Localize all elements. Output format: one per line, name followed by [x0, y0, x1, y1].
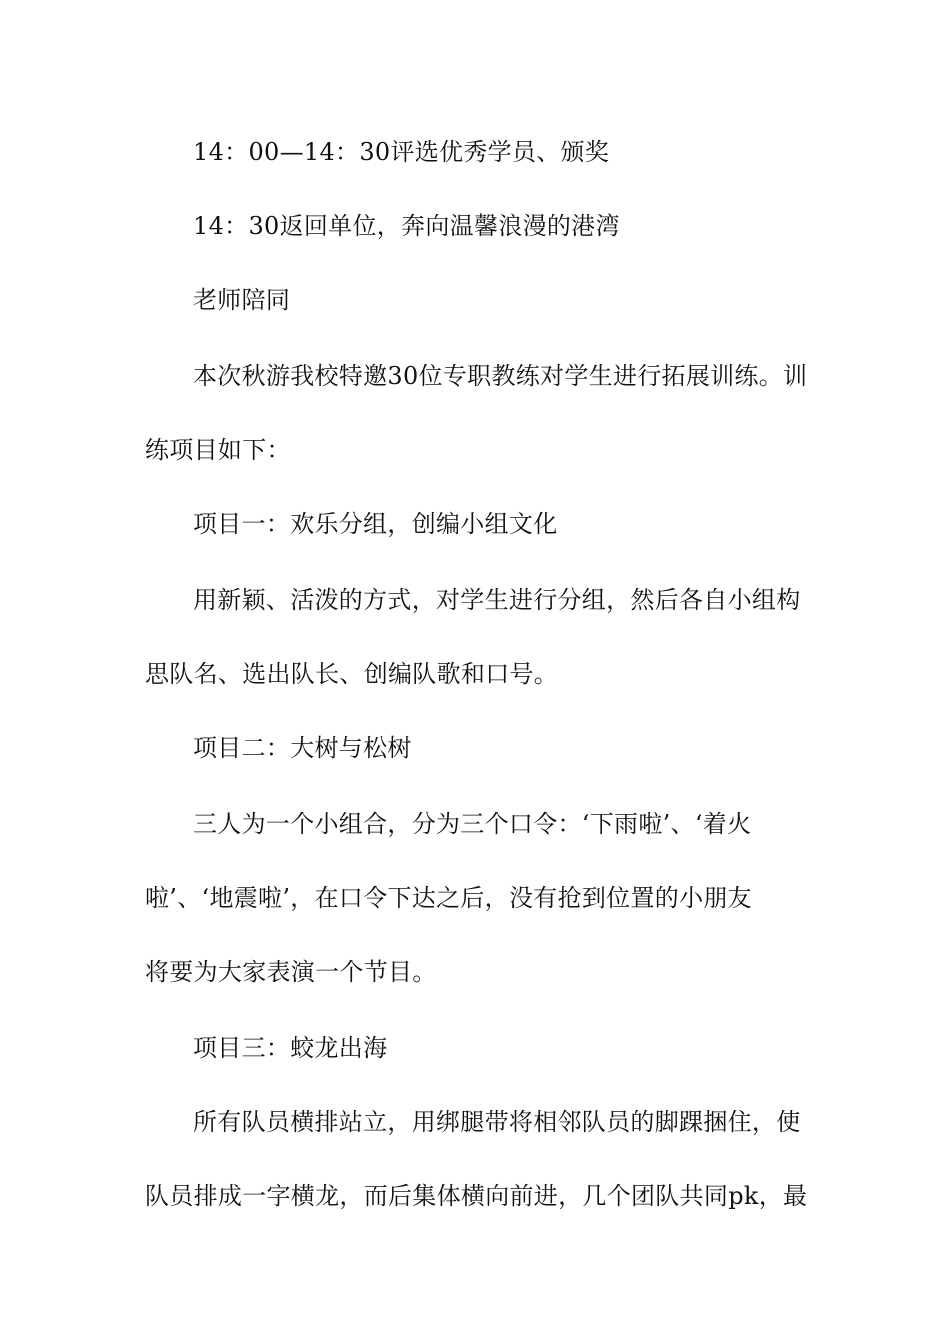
paragraph-intro-line-1: 本次秋游我校特邀30位专职教练对学生进行拓展训练。训	[193, 362, 808, 390]
section-heading-teacher: 老师陪同	[193, 286, 291, 314]
project-two-desc-line-3: 将要为大家表演一个节目。	[145, 958, 437, 986]
project-three-desc-line-1: 所有队员横排站立，用绑腿带将相邻队员的脚踝捆住，使	[193, 1108, 801, 1136]
project-two-desc-line-2: 啦’、‘地震啦’，在口令下达之后，没有抢到位置的小朋友	[145, 884, 752, 912]
project-one-desc-line-2: 思队名、选出队长、创编队歌和口号。	[145, 660, 559, 688]
project-one-desc-line-1: 用新颖、活泼的方式，对学生进行分组，然后各自小组构	[193, 586, 801, 614]
project-one-title: 项目一：欢乐分组，创编小组文化	[193, 510, 558, 538]
project-three-desc-line-2: 队员排成一字横龙，而后集体横向前进，几个团队共同pk，最	[145, 1182, 808, 1210]
schedule-line-award: 14：00—14：30评选优秀学员、颁奖	[193, 138, 610, 166]
paragraph-intro-line-2: 练项目如下：	[145, 436, 291, 464]
schedule-line-return: 14：30返回单位，奔向温馨浪漫的港湾	[193, 212, 620, 240]
project-two-desc-line-1: 三人为一个小组合，分为三个口令：‘下雨啦’、‘着火	[193, 810, 752, 838]
project-two-title: 项目二：大树与松树	[193, 734, 412, 762]
project-three-title: 项目三：蛟龙出海	[193, 1034, 388, 1062]
